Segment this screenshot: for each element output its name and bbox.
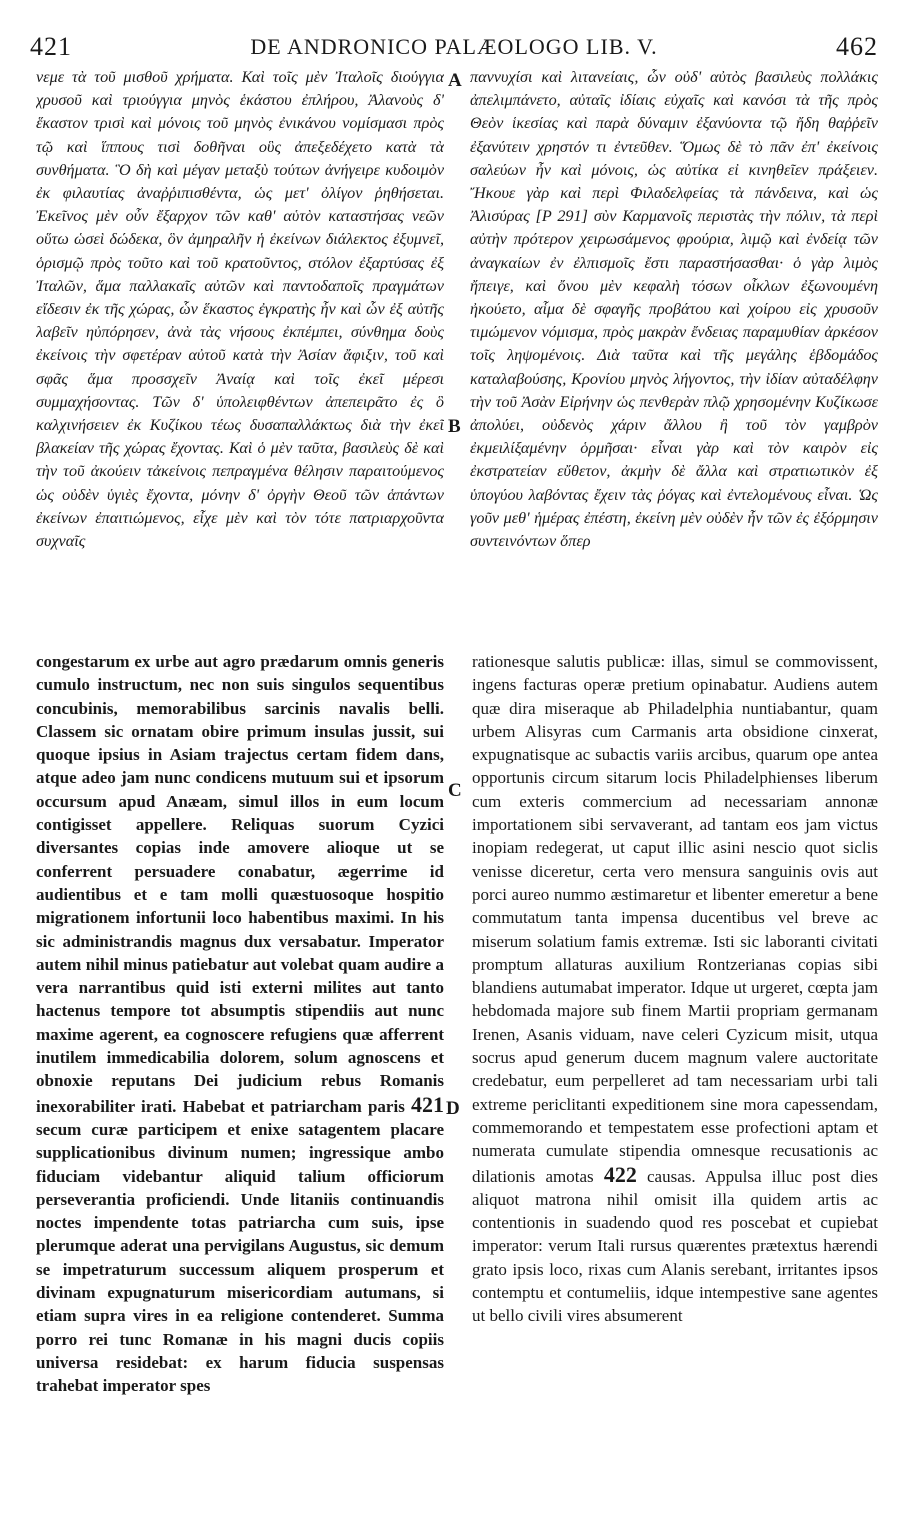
page-number-left: 421	[30, 32, 72, 61]
margin-letter-d: D	[446, 1098, 460, 1119]
latin-text-right-column	[472, 650, 878, 1516]
margin-letter-c: C	[448, 780, 462, 801]
latin-text-left-column	[36, 650, 444, 1516]
margin-letter-b: B	[448, 416, 461, 437]
latin-left-page-marker: 421	[411, 1091, 444, 1117]
latin-right-part-b: causas. Appulsa illuc post dies aliquot matrona nihil omisit illa quidem artis ac contentionis in suadendo quod res poscebat et cupiebat imperator: verum Itali rursus quærentes prætextus hærendi grato ipsis loco, rixas cum Alanis serebant, irritantes ipsos contemptu et contumeliis, idque intempestive sane agentes ut bello civili vires absumerent	[472, 1166, 878, 1326]
latin-right-page-marker: 422	[603, 1161, 637, 1187]
latin-left-part-a: congestarum ex urbe aut agro prædarum omnis generis cumulo instructum, nec non suis singulos sequentibus concubinis, memorabilibus sarcinis navalis belli. Classem sic ornatam obire primum insulas jussit, sui quoque ipsius in Asiam trajectus certam fidem dans, atque adeo jam nunc condicens mutuum sui et ipsorum occursum apud Anæam, simul illos in eum locum contigisset appellere. Reliquas suorum Cyzici diversantes copias inde amovere alioque ut se conferrent persuadere conabatur, ægerrime id audientibus et e tam molli quæstuosoque hospitio migrationem infortunii loco habentibus maximi. In his sic administrandis magnus dux versabatur. Imperator autem nihil minus patiebatur aut volebat quam audire a vera narrantibus quid isti externi milites aut tanto hactenus tempore tot absumptis stipendiis aut nunc maxime agerent, ea cognoscere refugiens quæ afferrent inutilem immedicabilia dolorem, solum agnoscens et obnoxie reputans Dei judicium rebus Romanis inexorabiliter irati. Habebat et patriarcham paris	[36, 652, 444, 1116]
latin-paragraph-left	[36, 650, 444, 1398]
latin-paragraph-right	[472, 650, 878, 1328]
margin-letter-a: A	[448, 70, 462, 91]
latin-right-part-a: rationesque salutis publicæ: illas, simul se commovissent, ingens facturas operæ pretium opinabatur. Audiens autem quæ dira miseraque ab Philadelphia nuntiabantur, quam urbem Alisyras cum Carmanis arta obsidione cinxerat, expugnatisque ac subactis variis arcibus, quarum ope antea opportunis circum sitarum locis Philadelphienses liberum cum exteris commercium ad necessariam annonæ importationem sibi servaverant, ad tantam eos jam victus inopiam redegerat, ut caput illic asini nescio quot siclis venisse diceretur, certa vero mensura sanguinis ovis aut porci aureo nummo æstimaretur et libenter emeretur a bene commutatum tanta impensa ducentibus vel breve ac miserum solatium famis extremæ. Isti sic laboranti civitati promptum allaturas auxilium Rontzerianas copias sibi blandiens autumabat imperator. Idque ut urgeret, cœpta jam hebdomada majore sub finem Martii propriam germanam Irenen, Asanis viduam, nave celeri Cyzicum misit, utqua socrus apud generum ducem magnum valere auctoritate credebatur, eum perpelleret ad tam necessariam urbi tali extreme periclitanti expeditionem sine mora capessendam, commemorando et tempestatem esse profectioni aptam et numerata cumulate stipendia omnesque recusationis ac dilationis amotas	[472, 652, 878, 1186]
greek-text-left-column	[36, 66, 444, 636]
latin-left-part-b: secum curæ participem et enixe satagentem placare supplicationibus divinum numen; ingressique ambo fiduciam videbantur aliquid talium officiorum perseverantia proficiendi. Unde litaniis continuandis noctes impendente totas patriarcha cum suis, ipse plerumque aderat una pervigilans Augustus, sic demum se impetraturum successum aliquem prosperum et divinam expugnaturum misericordiam autumans, si etiam supra vires in ea religione contenderet. Summa porro rei tunc Romanæ in his magni ducis copiis universa residebat: ex harum fiducia suspensas trahebat imperator spes	[36, 1119, 444, 1396]
greek-paragraph-right: παννυχίσι καὶ λιτανείαις, ὧν οὐδ' αὐτὸς βασιλεὺς πολλάκις ἀπελιμπάνετο, αὐταῖς ἰδίαις εὐχαῖς καὶ κανόσι τὰ τῆς πρὸς Θεὸν ἱκεσίας καὶ παρὰ δύναμιν ἐξανύοντα τῷ ἤδη θαῤῥεῖν ἐξανύτειν χρηστόν τι ἐντεῦθεν. Ὅμως δὲ τὸ πᾶν ἐπ' ἐκείνοις σαλεύων ἦν καὶ μόνοις, ὡς αὐτίκα εἰ κινηθεῖεν πράξειεν. Ἤκουε γὰρ καὶ περὶ Φιλαδελφείας τὰ πάνδεινα, καὶ ὡς Ἀλισύρας [P 291] σὺν Καρμανοῖς περιστὰς τὴν πόλιν, τὰ περὶ αὐτὴν πρότερον χειρωσάμενος φρούρια, λιμῷ καὶ ἐνδείᾳ τῶν ἀναγκαίων ἐν ἐλπισμοῖς ἔστι παραστήσασθαι· ὁ γὰρ λιμὸς ἤπειγε, καὶ ὄνου μὲν κεφαλὴ τόσων οἶκλων ἐξωνουμένη ἠκούετο, αἷμα δὲ σφαγῆς προβάτου καὶ χοίρου εἰς χρυσοῦν τιμώμενον νόμισμα, πρὸς μακρὰν ἔνδειας παραμυθίαν ἀρκέσον τοῖς ληψομένοις. Διὰ ταῦτα καὶ τῆς μεγάλης ἑβδομάδος καταλαβούσης, Κρονίου μηνὸς λήγοντος, τὴν ἰδίαν αὐταδέλφην τὴν τοῦ Ἀσὰν Εἰρήνην ὡς πενθερὰν πλῷ χρησομένην Κυζίκωσε ἀπολύει, οὐδενὸς χάριν ἄλλου ἢ τοῦ τὸν γαμβρὸν ἐκμειλίξαμένην ὁρμῆσαι· εἶναι γὰρ καὶ τὸν καιρὸν εἰς ἐκστρατείαν εὔθετον, ἀκμὴν δὲ ἄλλα καὶ στρατιωτικὸν ἐξ ὑπογύου λαβόντας ἔχειν τὰς ῥόγας καὶ ἐντελομένους εἶναι. Ὡς γοῦν μεθ' ἡμέρας ἐπέστη, ἐκείνη μὲν οὐδὲν ἦν τῶν ἐς ἐξόρμησιν συντεινόντων ὅπερ	[470, 68, 878, 551]
greek-text-right-column	[470, 66, 878, 636]
greek-paragraph-left: νεμε τὰ τοῦ μισθοῦ χρήματα. Καὶ τοῖς μὲν Ἰταλοῖς διούγγια χρυσοῦ καὶ τριούγγια μηνὸς ἑκάστου ἐπλήρου, Ἀλανοὺς δ' ἕκαστον τρισὶ καὶ μόνοις τοῦ μηνὸς ἐνικάνου νομίσμασι πρὸς τῷ καὶ ἵππους τισὶ δοθῆναι οὓς ἀπεξεδέχετο κατὰ τὰ συνθήματα. Ὃ δὴ καὶ μέγαν μεταξὺ τούτων ἀνήγειρε κυδοιμὸν ἐκ φιλαυτίας ἀναῤῥιπισθέντα, ὡς μετ' ὀλίγον ῥηθήσεται. Ἐκεῖνος μὲν οὖν ἔξαρχον τῶν καθ' αὑτὸν καταστήσας νεῶν οὕτω ὡσεὶ δώδεκα, ὃν ἀμηραλῆν ἡ ἐκείνων διάλεκτος ἐξυμνεῖ, ὁρισμῷ πρὸς τοῦτο καὶ τοῦ κρατοῦντος, στόλον ἐξαρτύσας ἐξ Ἰταλῶν, ἅμα παλλακαῖς αὐτῶν καὶ παντοδαποῖς πραγμάτων εἴδεσιν ἐκ τῆς χώρας, ὧν ἕκαστος ἐγκρατὴς ἦν καὶ ὧν ἐξ αὐτῆς λαβεῖν ηὐπόρησεν, ἀνὰ τὰς νήσους ἐκπέμπει, σύνθημα δοὺς ἐκείνοις τὴν σφετέραν αὐτοῦ κατὰ τὴν Ἀσίαν ἄφιξιν, τοῦ καὶ σφᾶς ἅμα προσσχεῖν Ἀναίᾳ καὶ τοῖς ἐκεῖ μέρεσι συμμαχήσοντας. Τῶν δ' ὑπολειφθέντων ἀπεπειρᾶτο ἐς ὃ καλχινήσειεν ἐκ Κυζίκου τέως δυσαπαλλάκτως διὰ τὴν ἐκεῖ βλακείαν τῆς χώρας ἔχοντας. Καὶ ὁ μὲν ταῦτα, βασιλεὺς δὲ καὶ τὴν τοῦ ἀκούειν τἀκείνοις πεπραγμένα θέλησιν παραιτούμενος ὡς οὐδὲν ὑγιὲς ἔχοντα, μόνην δ' ὀργὴν Θεοῦ τῶν ἁπάντων ἐκείνων ἐπαιτιώμενος, εἶχε μὲν καὶ τὸν τότε πατριαρχοῦντα συχναῖς	[36, 68, 444, 551]
running-title: DE ANDRONICO PALÆOLOGO LIB. V.	[250, 34, 658, 59]
page-number-right: 462	[836, 32, 878, 61]
page-header	[30, 28, 878, 62]
